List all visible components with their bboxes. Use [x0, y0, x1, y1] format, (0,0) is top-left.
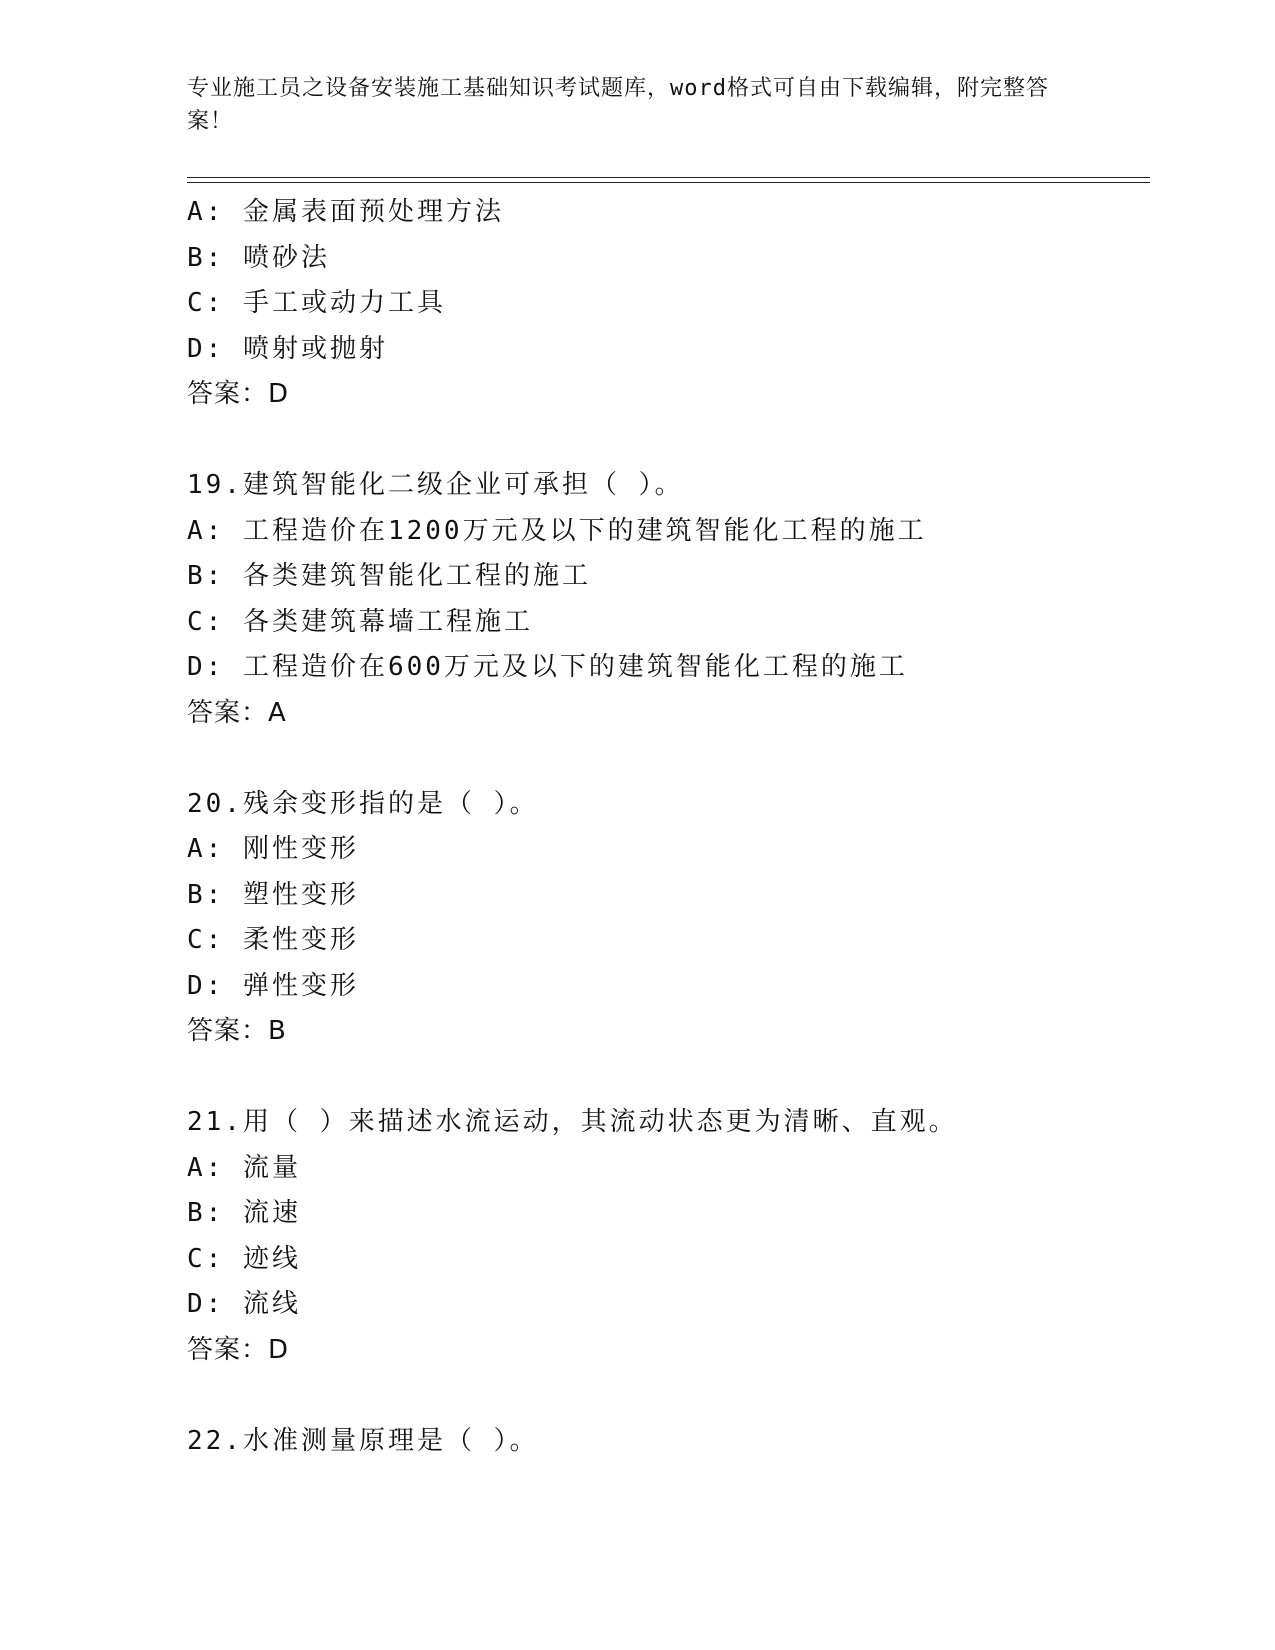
- question-block: [187, 1419, 1147, 1465]
- question-block: [187, 1100, 1147, 1373]
- option-a: A: 工程造价在1200万元及以下的建筑智能化工程的施工: [187, 515, 927, 546]
- option-a: A: 流量: [187, 1152, 301, 1183]
- spacer: [187, 1373, 1147, 1419]
- option-a: A: 金属表面预处理方法: [187, 197, 504, 227]
- option-c: C: 柔性变形: [187, 925, 359, 955]
- spacer: [187, 736, 1147, 782]
- answer-line: 答案：B: [187, 1016, 287, 1046]
- option-c: C: 各类建筑幕墙工程施工: [187, 606, 533, 637]
- option-b: B: 喷砂法: [187, 242, 330, 273]
- question-text: 21.用（ ）来描述水流运动，其流动状态更为清晰、直观。: [187, 1107, 958, 1137]
- header-divider-bottom: [187, 182, 1150, 183]
- document-header: 专业施工员之设备安装施工基础知识考试题库，word格式可自由下载编辑，附完整答案！: [187, 76, 1049, 134]
- option-b: B: 流速: [187, 1198, 301, 1228]
- answer-line: 答案：D: [187, 1334, 290, 1365]
- question-block: [187, 463, 1147, 736]
- question-list: [187, 190, 1147, 1464]
- spacer: [187, 418, 1147, 464]
- option-c: C: 手工或动力工具: [187, 288, 446, 318]
- spacer: [187, 1055, 1147, 1101]
- option-a: A: 刚性变形: [187, 834, 359, 864]
- answer-line: 答案：A: [187, 697, 287, 728]
- option-d: D: 流线: [187, 1289, 301, 1319]
- question-block: [187, 782, 1147, 1055]
- option-d: D: 喷射或抛射: [187, 333, 388, 364]
- header-divider-top: [187, 177, 1150, 178]
- option-b: B: 塑性变形: [187, 879, 359, 910]
- option-c: C: 迹线: [187, 1243, 301, 1274]
- option-b: B: 各类建筑智能化工程的施工: [187, 561, 591, 591]
- answer-line: 答案：D: [187, 379, 290, 409]
- question-text: 19.建筑智能化二级企业可承担（ ）。: [187, 470, 684, 500]
- option-d: D: 弹性变形: [187, 970, 359, 1001]
- question-block: [187, 190, 1147, 418]
- question-text: 20.残余变形指的是（ ）。: [187, 788, 539, 819]
- question-text: 22.水准测量原理是（ ）。: [187, 1425, 539, 1456]
- option-d: D: 工程造价在600万元及以下的建筑智能化工程的施工: [187, 652, 908, 682]
